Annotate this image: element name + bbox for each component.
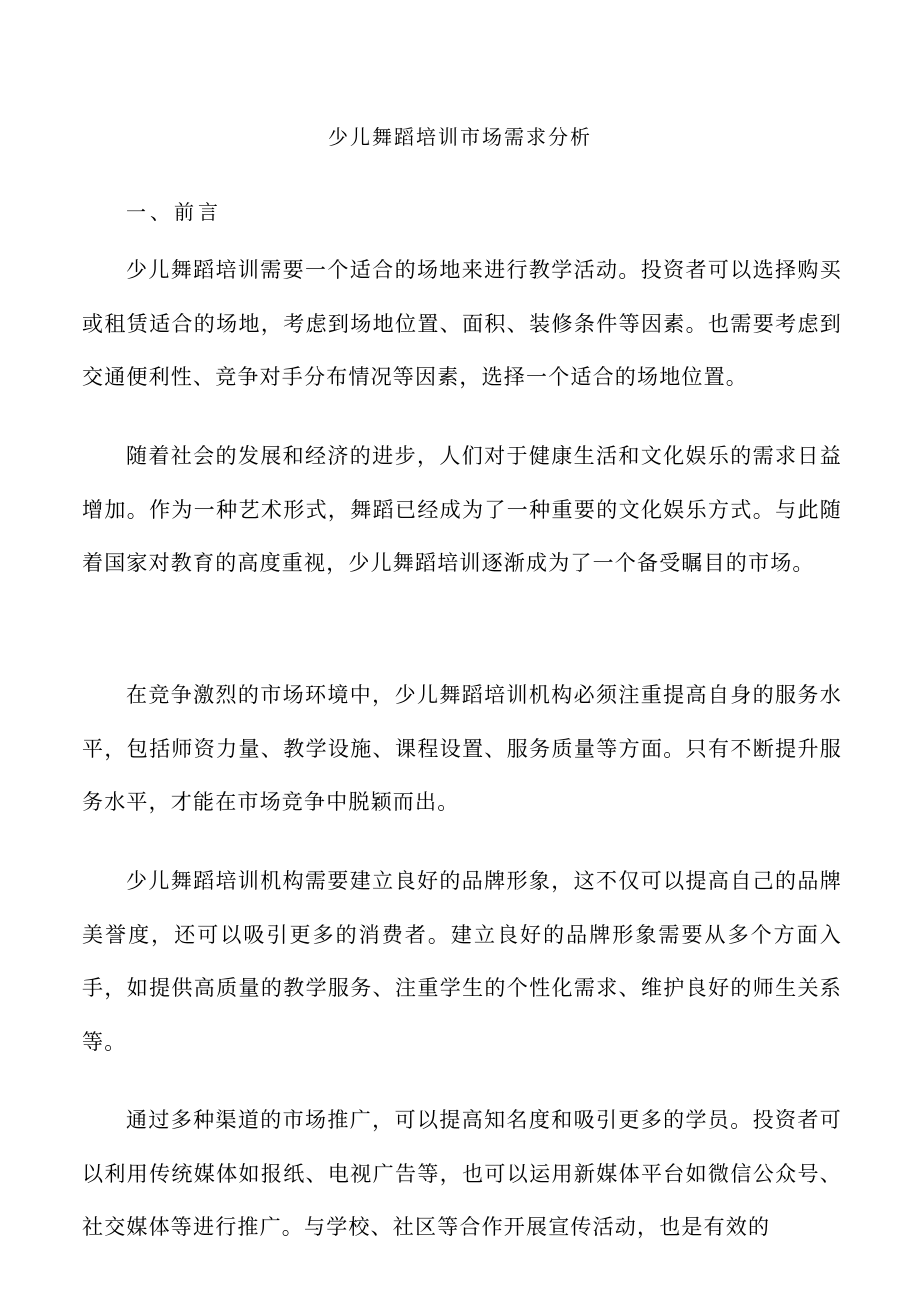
paragraph-market-background: 随着社会的发展和经济的进步，人们对于健康生活和文化娱乐的需求日益增加。作为一种艺术形式，舞蹈已经成为了一种重要的文化娱乐方式。与此随着国家对教育的高度重视，少儿舞蹈培训逐渐成为了一个备受瞩目的市场。	[82, 444, 842, 575]
paragraph-brand-image: 少儿舞蹈培训机构需要建立良好的品牌形象，这不仅可以提高自己的品牌美誉度，还可以吸引更多的消费者。建立良好的品牌形象需要从多个方面入手，如提供高质量的教学服务、注重学生的个性化需求、维护良好的师生关系等。	[82, 869, 842, 1054]
paragraph-venue: 少儿舞蹈培训需要一个适合的场地来进行教学活动。投资者可以选择购买或租赁适合的场地，考虑到场地位置、面积、装修条件等因素。也需要考虑到交通便利性、竞争对手分布情况等因素，选择一个适合的场地位置。	[82, 258, 842, 389]
document-title: 少儿舞蹈培训市场需求分析	[328, 125, 592, 149]
section-heading: 一、前言	[126, 200, 222, 224]
paragraph-service-level: 在竞争激烈的市场环境中，少儿舞蹈培训机构必须注重提高自身的服务水平，包括师资力量、教学设施、课程设置、服务质量等方面。只有不断提升服务水平，才能在市场竞争中脱颖而出。	[82, 683, 842, 814]
paragraph-marketing: 通过多种渠道的市场推广，可以提高知名度和吸引更多的学员。投资者可以利用传统媒体如报纸、电视广告等，也可以运用新媒体平台如微信公众号、社交媒体等进行推广。与学校、社区等合作开展宣传活动，也是有效的	[82, 1108, 842, 1239]
